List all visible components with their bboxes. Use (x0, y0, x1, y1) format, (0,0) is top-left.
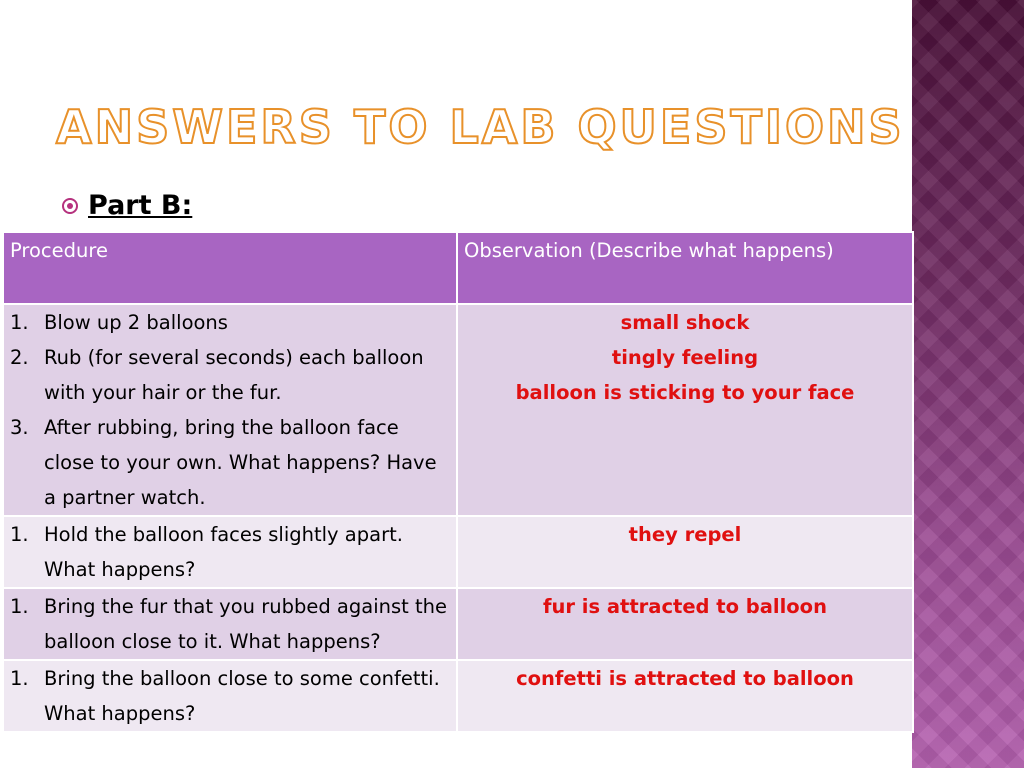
bullet-item (62, 190, 192, 221)
procedure-step (10, 589, 450, 659)
slide-title: ANSWERS TO LAB QUESTIONS (56, 100, 905, 154)
procedure-cell (3, 304, 457, 516)
observation-text: confetti is attracted to balloon (516, 667, 854, 690)
step-text: Bring the balloon close to some confetti. What happens? (44, 667, 440, 725)
observation-text: they repel (628, 523, 742, 546)
step-text: Hold the balloon faces slightly apart. What happens? (44, 523, 403, 581)
header-procedure: Procedure (3, 232, 457, 304)
step-number: 3. (10, 416, 29, 439)
procedure-step (10, 410, 450, 515)
procedure-cell (3, 516, 457, 588)
procedure-cell (3, 588, 457, 660)
observation-cell (457, 588, 913, 660)
procedure-step (10, 517, 450, 587)
circle-bullet-icon (62, 198, 78, 214)
procedure-cell (3, 660, 457, 732)
observation-text: balloon is sticking to your face (515, 381, 855, 404)
decorative-side-panel (912, 0, 1024, 768)
procedure-step (10, 340, 450, 410)
observation-cell (457, 516, 913, 588)
observation-text: small shock (620, 311, 750, 334)
procedure-step (10, 305, 450, 340)
lab-answers-table (2, 231, 914, 733)
table-header-row (3, 232, 913, 304)
step-number: 1. (10, 523, 29, 546)
step-text: Bring the fur that you rubbed against the balloon close to it. What happens? (44, 595, 447, 653)
observation-cell (457, 304, 913, 516)
step-text: Blow up 2 balloons (44, 311, 228, 334)
table-row (3, 660, 913, 732)
part-b-label: Part B: (88, 190, 193, 221)
step-text: Rub (for several seconds) each balloon with your hair or the fur. (44, 346, 424, 404)
observation-text: tingly feeling (611, 346, 759, 369)
step-number: 1. (10, 667, 29, 690)
table-row (3, 516, 913, 588)
table-row (3, 588, 913, 660)
step-number: 1. (10, 311, 29, 334)
step-number: 1. (10, 595, 29, 618)
observation-cell (457, 660, 913, 732)
step-text: After rubbing, bring the balloon face close to your own. What happens? Have a partner watch. (44, 416, 437, 509)
table-row (3, 304, 913, 516)
step-number: 2. (10, 346, 29, 369)
procedure-step (10, 661, 450, 731)
observation-text: fur is attracted to balloon (543, 595, 827, 618)
header-observation: Observation (Describe what happens) (457, 232, 913, 304)
